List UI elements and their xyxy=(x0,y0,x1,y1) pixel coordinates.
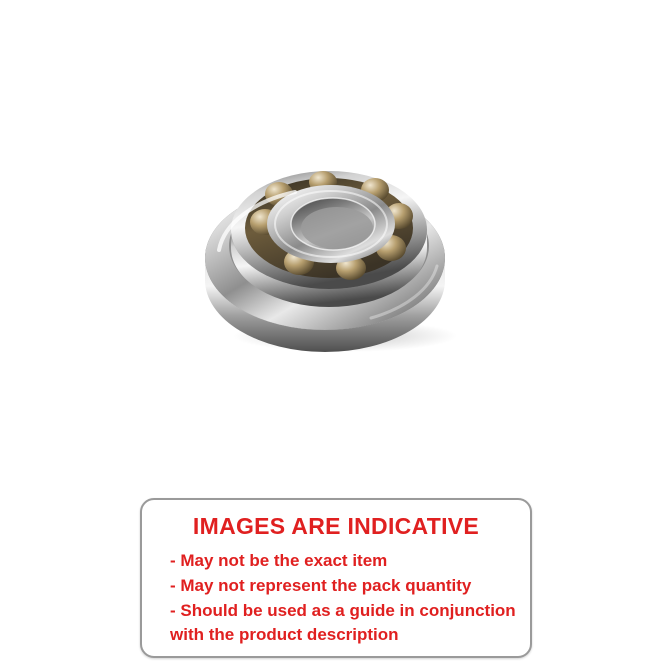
notice-line-1: - May not be the exact item xyxy=(170,551,388,571)
bearing-illustration xyxy=(175,130,495,360)
notice-line-3: - Should be used as a guide in conjunction xyxy=(170,600,516,620)
notice-line-4: with the product description xyxy=(170,625,399,645)
notice-title: IMAGES ARE INDICATIVE xyxy=(192,513,480,539)
notice-line-2: - May not represent the pack quantity xyxy=(170,575,472,595)
indicative-images-notice xyxy=(140,498,532,658)
flanged-ball-bearing-image xyxy=(175,130,495,360)
